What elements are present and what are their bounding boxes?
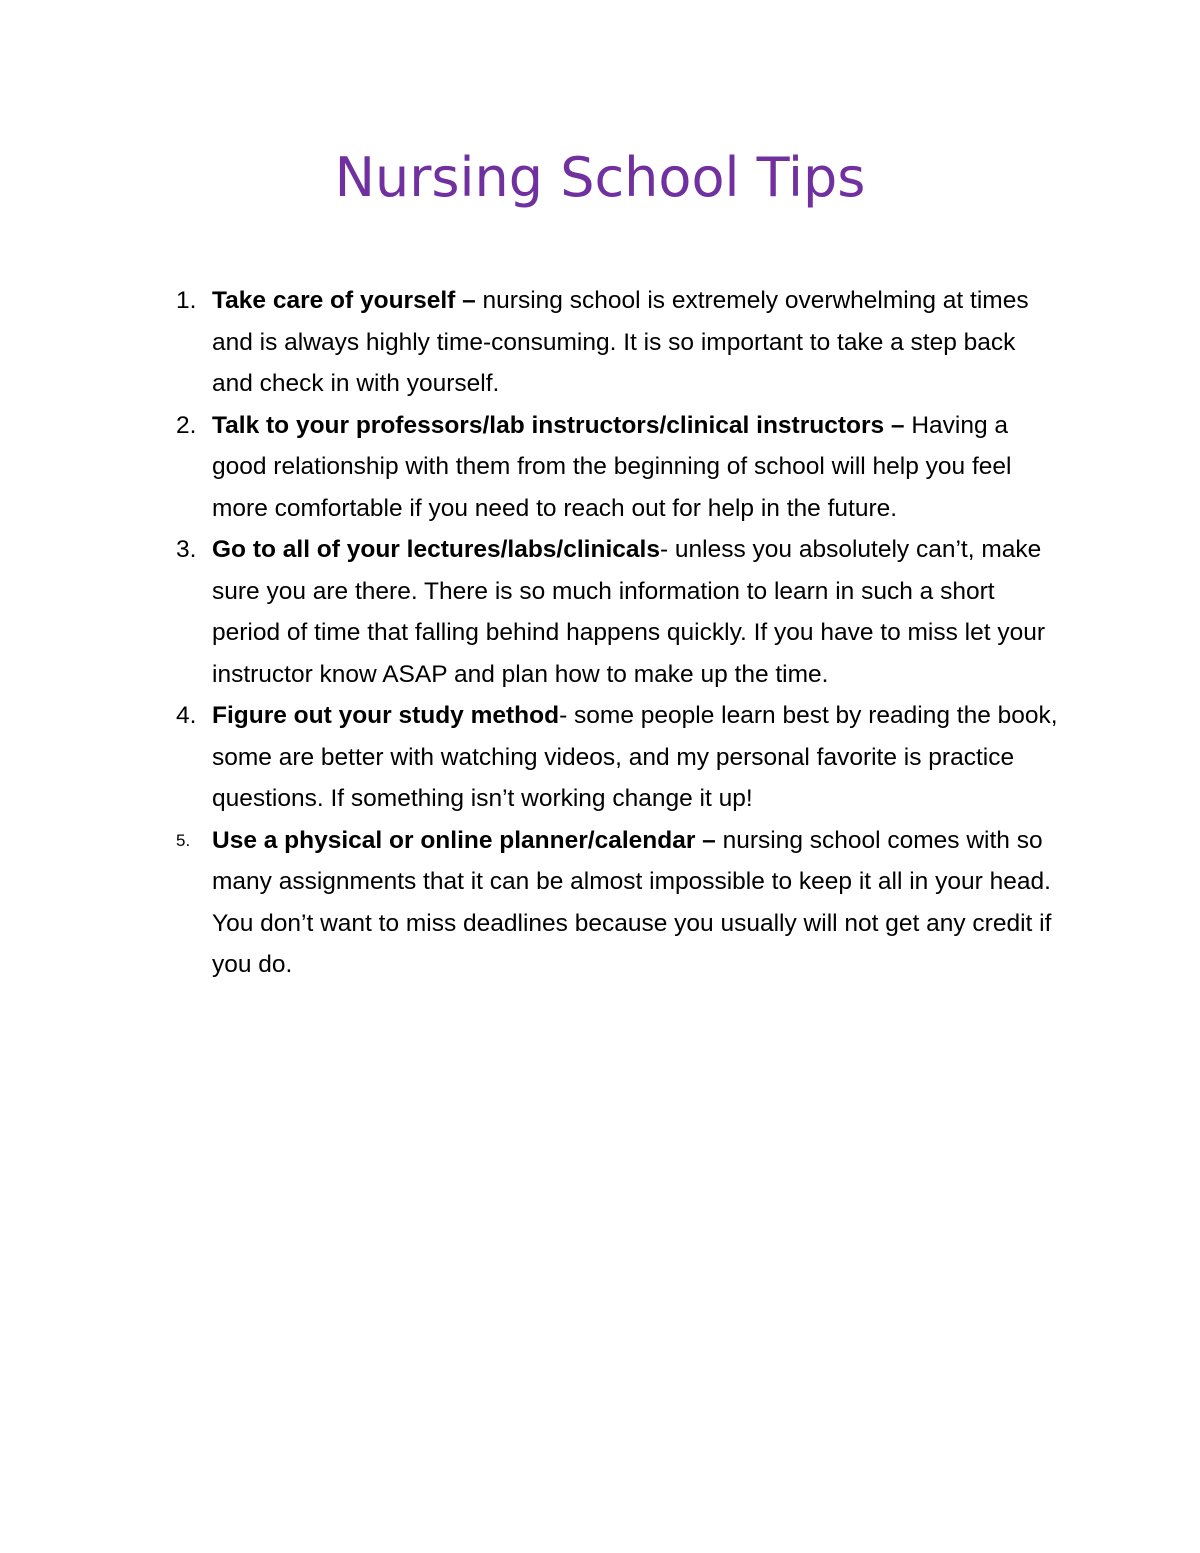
list-item-number: 1. bbox=[176, 287, 197, 314]
list-item-text: nursing school is extremely overwhelming at times and is always highly time-consuming. It is so important to take a step back and check in with yourself. bbox=[212, 287, 1029, 397]
list-item-number: 5. bbox=[176, 830, 191, 850]
list-item bbox=[0, 529, 1200, 695]
list-item bbox=[0, 405, 1200, 530]
list-item-heading: Take care of yourself – bbox=[212, 287, 476, 314]
list-item-text: - unless you absolutely can’t, make sure you are there. There is so much information to learn in such a short period of time that falling behind happens quickly. If you have to miss let your instructor know ASAP and plan how to make up the time. bbox=[212, 536, 1046, 688]
list-item-heading: Use a physical or online planner/calendar – bbox=[212, 826, 716, 854]
list-item bbox=[0, 695, 1200, 820]
list-item-heading: Talk to your professors/lab instructors/clinical instructors – bbox=[212, 411, 905, 439]
list-item-text: - some people learn best by reading the book, some are better with watching videos, and my personal favorite is practice questions. If something isn’t working change it up! bbox=[212, 702, 1058, 812]
list-item-text: Having a good relationship with them from the beginning of school will help you feel more comfortable if you need to reach out for help in the future. bbox=[212, 411, 1012, 522]
list-item bbox=[0, 280, 1200, 405]
list-item-heading: Go to all of your lectures/labs/clinicals bbox=[212, 536, 660, 563]
page-title: Nursing School Tips bbox=[334, 146, 866, 209]
list-item-number: 3. bbox=[176, 536, 197, 563]
list-item-number: 4. bbox=[176, 702, 197, 729]
list-item-text: nursing school comes with so many assignments that it can be almost impossible to keep it all in your head. You don’t want to miss deadlines because you usually will not get any credit if you do. bbox=[212, 826, 1052, 978]
list-item-number: 2. bbox=[176, 411, 197, 439]
tips-list bbox=[0, 280, 1200, 986]
list-item-heading: Figure out your study method bbox=[212, 702, 560, 729]
list-item bbox=[0, 820, 1200, 986]
